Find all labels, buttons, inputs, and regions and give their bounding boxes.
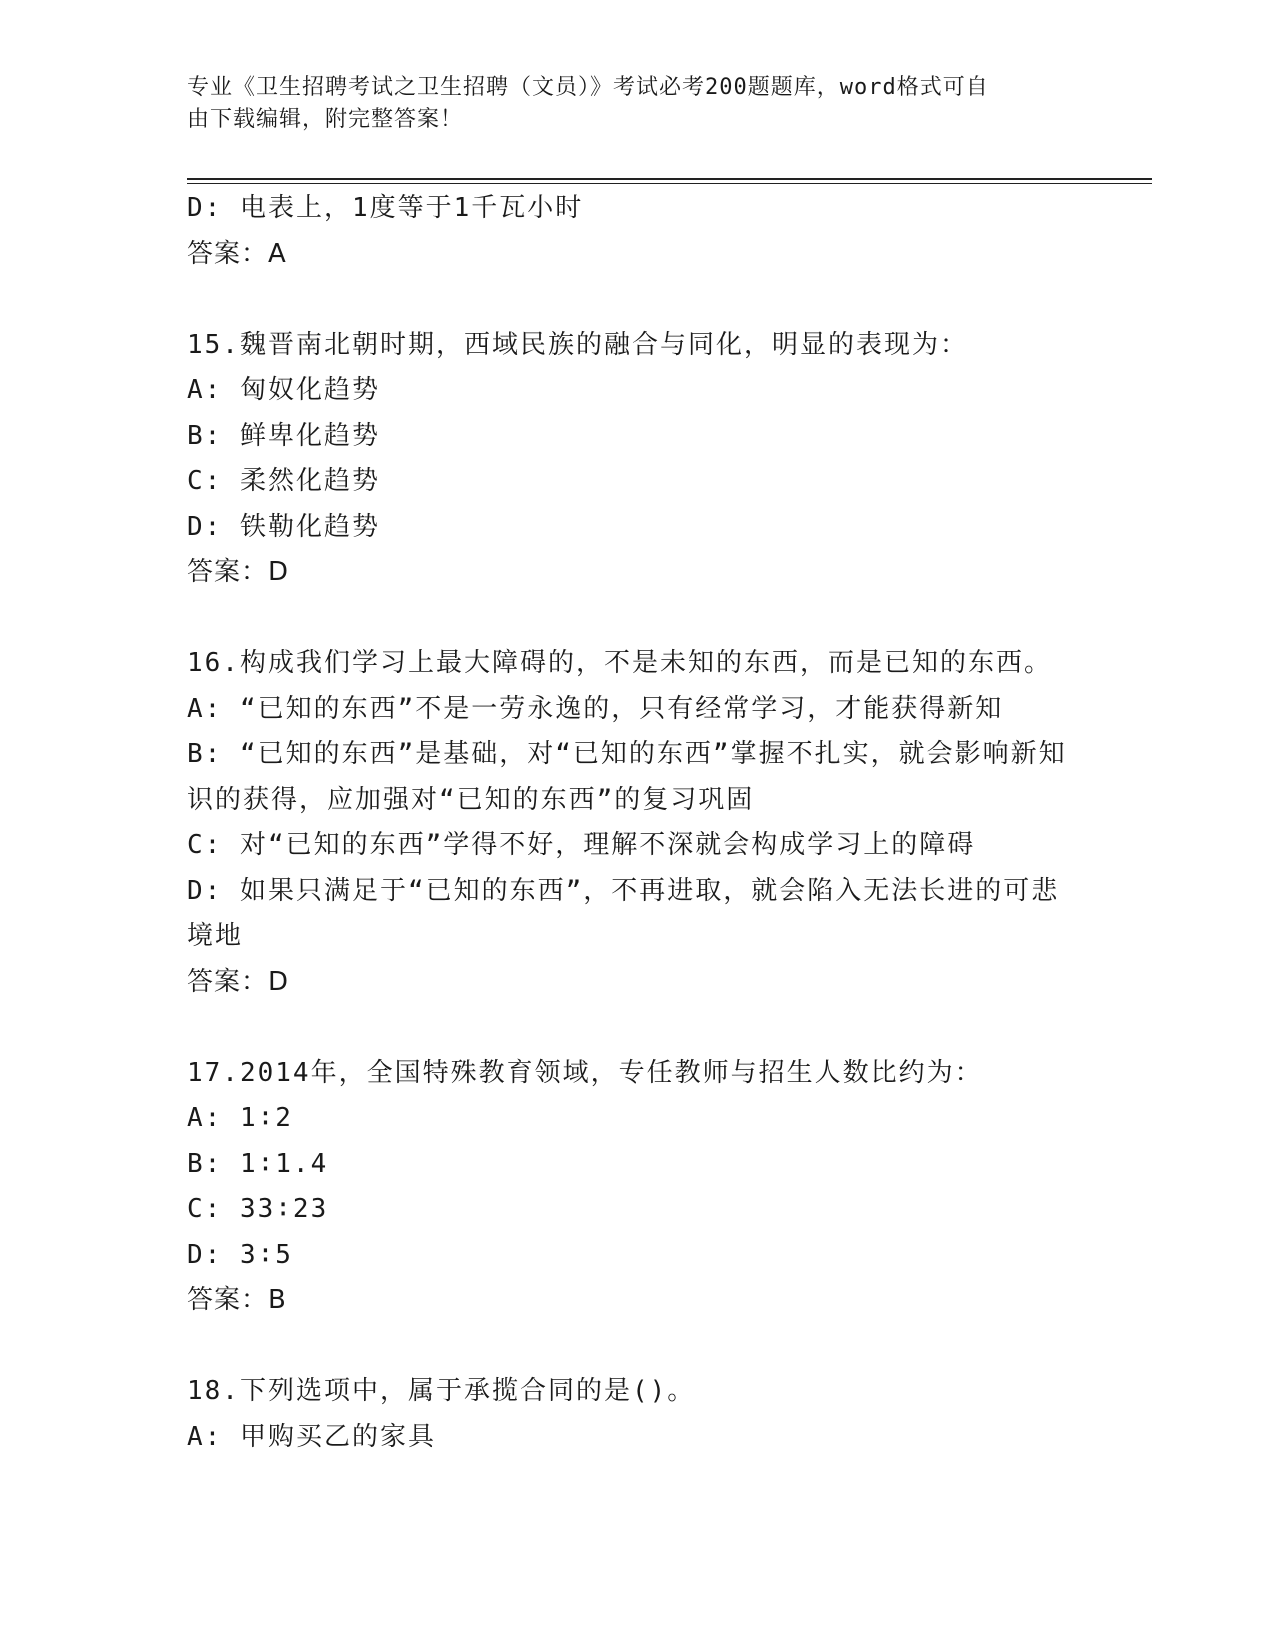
option-c: C: 柔然化趋势: [187, 466, 380, 496]
answer-line: 答案：B: [187, 1285, 287, 1315]
header-line-2: 由下载编辑，附完整答案！: [187, 107, 464, 132]
answer-line: 答案：A: [187, 238, 287, 269]
question-stem: 18.下列选项中，属于承揽合同的是()。: [187, 1376, 696, 1406]
question-stem: 15.魏晋南北朝时期，西域民族的融合与同化，明显的表现为：: [187, 329, 968, 360]
option-d: D: 电表上，1度等于1千瓦小时: [187, 193, 584, 223]
option-d: D: 铁勒化趋势: [187, 511, 380, 542]
question-stem: 17.2014年，全国特殊教育领域，专任教师与招生人数比约为：: [187, 1057, 983, 1088]
spacer: [187, 1324, 1087, 1370]
option-a: A: “已知的东西”不是一劳永逸的，只有经常学习，才能获得新知: [187, 693, 1004, 724]
option-c: C: 33∶23: [187, 1194, 329, 1224]
question-18: [187, 1369, 1087, 1460]
option-a: A: 匈奴化趋势: [187, 375, 380, 405]
answer-line: 答案：D: [187, 557, 290, 587]
option-d: D: 如果只满足于“已知的东西”，不再进取，就会陷入无法长进的可悲境地: [187, 875, 1060, 951]
option-c: C: 对“已知的东西”学得不好，理解不深就会构成学习上的障碍: [187, 830, 976, 860]
spacer: [187, 277, 1087, 323]
question-15: [187, 323, 1087, 596]
answer-line: 答案：D: [187, 966, 290, 997]
carryover-block: [187, 186, 1087, 277]
option-b: B: 1∶1.4: [187, 1148, 329, 1179]
question-16: [187, 641, 1087, 1005]
question-list: [187, 186, 1087, 1460]
option-a: A: 甲购买乙的家具: [187, 1421, 436, 1452]
document-header: [187, 72, 1067, 136]
option-d: D: 3∶5: [187, 1239, 293, 1270]
question-stem: 16.构成我们学习上最大障碍的，不是未知的东西，而是已知的东西。: [187, 648, 1052, 678]
header-divider-thick: [187, 178, 1152, 180]
option-a: A: 1∶2: [187, 1103, 293, 1133]
spacer: [187, 596, 1087, 642]
header-divider-thin: [187, 183, 1152, 184]
option-b: B: “已知的东西”是基础，对“已知的东西”掌握不扎实，就会影响新知识的获得，应加强对“已知的东西”的复习巩固: [187, 739, 1067, 815]
header-line-1: 专业《卫生招聘考试之卫生招聘（文员）》考试必考200题题库，word格式可自: [187, 75, 989, 100]
spacer: [187, 1005, 1087, 1051]
question-17: [187, 1051, 1087, 1324]
option-b: B: 鲜卑化趋势: [187, 420, 380, 451]
